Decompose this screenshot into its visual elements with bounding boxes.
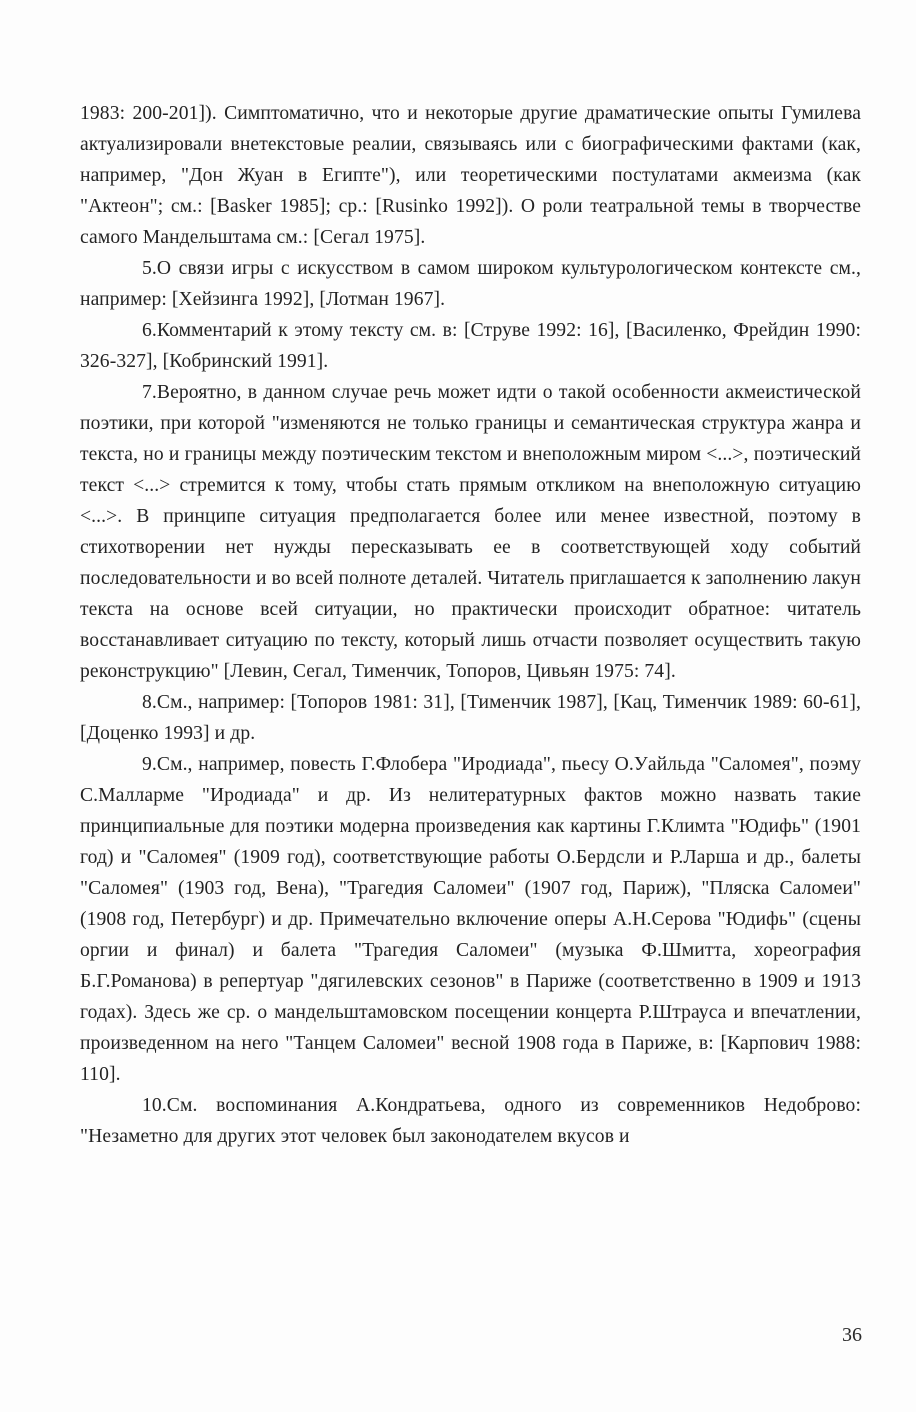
- page-number: 36: [842, 1324, 862, 1346]
- footnote-7: 7.Вероятно, в данном случае речь может идти о такой особенности акмеистической поэтики, при которой "изменяются не только границы и семантическая структура жанра и текста, но и границы между поэтическим текстом и внеположным миром <...>, поэтический текст <...> стремится к тому, чтобы стать прямым откликом на внеположную ситуацию <...>. В принципе ситуация предполагается более или менее известной, поэтому в стихотворении нет нужды пересказывать ее в соответствующей ходу событий последовательности и во всей полноте деталей. Читатель приглашается к заполнению лакун текста на основе всей ситуации, но практически происходит обратное: читатель восстанавливает ситуацию по тексту, который лишь отчасти позволяет осуществить такую реконструкцию" [Левин, Сегал, Тименчик, Топоров, Цивьян 1975: 74].: [80, 382, 861, 682]
- footnote-10: 10.См. воспоминания А.Кондратьева, одного из современников Недоброво: "Незаметно для других этот человек был законодателем вкусов и: [80, 1095, 861, 1147]
- footnote-8: 8.См., например: [Топоров 1981: 31], [Тименчик 1987], [Кац, Тименчик 1989: 60-61], [Доценко 1993] и др.: [80, 692, 861, 744]
- footnote-9: 9.См., например, повесть Г.Флобера "Иродиада", пьесу О.Уайльда "Саломея", поэму С.Малларме "Иродиада" и др. Из нелитературных фактов можно назвать такие принципиальные для поэтики модерна произведения как картины Г.Климта "Юдифь" (1901 год) и "Саломея" (1909 год), соответствующие работы О.Бердсли и Р.Ларша и др., балеты "Саломея" (1903 год, Вена), "Трагедия Саломеи" (1907 год, Париж), "Пляска Саломеи" (1908 год, Петербург) и др. Примечательно включение оперы А.Н.Серова "Юдифь" (сцены оргии и финал) и балета "Трагедия Саломеи" (музыка Ф.Шмитта, хореография Б.Г.Романова) в репертуар "дягилевских сезонов" в Париже (соответственно в 1909 и 1913 годах). Здесь же ср. о мандельштамовском посещении концерта Р.Штрауса и впечатлении, произведенном на него "Танцем Саломеи" весной 1908 года в Париже, в: [Карпович 1988: 110].: [80, 754, 861, 1085]
- footnote-5: 5.О связи игры с искусством в самом широком культурологическом контексте см., например: [Хейзинга 1992], [Лотман 1967].: [80, 258, 861, 310]
- footnote-6: 6.Комментарий к этому тексту см. в: [Струве 1992: 16], [Василенко, Фрейдин 1990: 326-327], [Кобринский 1991].: [80, 320, 861, 372]
- footnotes-body: [80, 98, 861, 1152]
- paragraph-continuation: 1983: 200-201]). Симптоматично, что и некоторые другие драматические опыты Гумилева актуализировали внетекстовые реалии, связываясь или с биографическими фактами (как, например, "Дон Жуан в Египте"), или теоретическими постулатами акмеизма (как "Актеон"; см.: [Basker 1985]; ср.: [Rusinko 1992]). О роли театральной темы в творчестве самого Мандельштама см.: [Сегал 1975].: [80, 103, 861, 248]
